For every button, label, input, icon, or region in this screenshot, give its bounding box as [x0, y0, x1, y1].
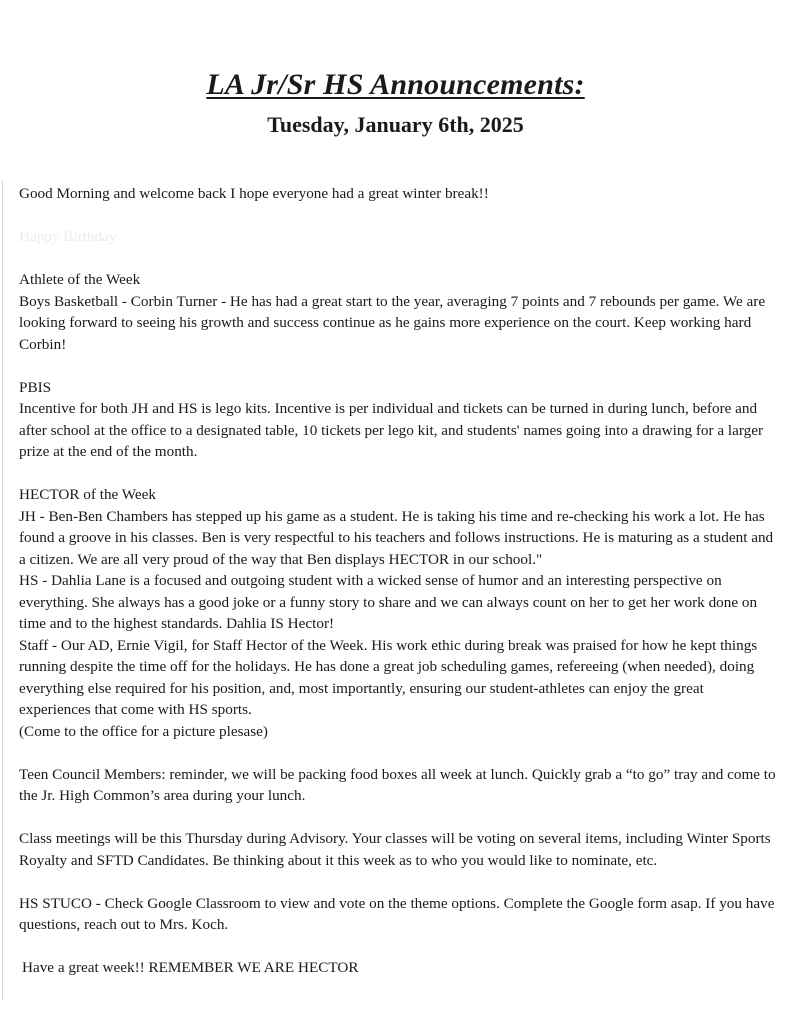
hector-staff-text: Staff - Our AD, Ernie Vigil, for Staff Hector of the Week. His work ethic during break was praised for how he kept things running despite the time off for the holidays. He has done a great job scheduling games, refereeing (when needed), doing everything else required for his position, and, most importantly, ensuring our student-athletes can enjoy the great experiences that come with HS sports.	[19, 636, 758, 718]
athlete-heading: Athlete of the Week	[19, 271, 141, 288]
scan-edge-line	[2, 180, 3, 1000]
birthday-heading: Happy Birthday	[19, 228, 117, 245]
greeting-text: Good Morning and welcome back I hope everyone had a great winter break!!	[19, 185, 489, 202]
hector-note: (Come to the office for a picture plesase)	[19, 722, 268, 740]
announcement-body	[19, 183, 779, 979]
class-meetings-text: Class meetings will be this Thursday during Advisory. Your classes will be voting on several items, including Winter Sports Royalty and SFTD Candidates. Be thinking about it this week as to who you would like to nominate, etc.	[19, 830, 771, 869]
hector-jh-text: JH - Ben-Ben Chambers has stepped up his game as a student. He is taking his time and re-checking his work a lot. He has found a groove in his classes. Ben is very respectful to his teachers and follows instructions. He is maturing as a student and a citizen. We are all very proud of the way that Ben displays HECTOR in our school."	[19, 507, 774, 568]
pbis-text: Incentive for both JH and HS is lego kits. Incentive is per individual and tickets can be turned in during lunch, before and after school at the office to a designated table, 10 tickets per lego kit, and students' names going into a drawing for a larger prize at the end of the month.	[19, 400, 764, 460]
closing-text: Have a great week!! REMEMBER WE ARE HECTOR	[22, 959, 359, 976]
hector-heading: HECTOR of the Week	[19, 486, 156, 503]
stuco-text: HS STUCO - Check Google Classroom to view and vote on the theme options. Complete the Google form asap. If you have questions, reach out to Mrs. Koch.	[19, 894, 775, 933]
teen-council-text: Teen Council Members: reminder, we will be packing food boxes all week at lunch. Quickly grab a “to go” tray and come to the Jr. High Common’s area during your lunch.	[19, 765, 776, 804]
page-date: Tuesday, January 6th, 2025	[267, 112, 524, 137]
hector-hs-text: HS - Dahlia Lane is a focused and outgoing student with a wicked sense of humor and an interesting perspective on everything. She always has a good joke or a funny story to share and we can always count on her to get her work done on time and to the highest standards. Dahlia IS Hector!	[19, 572, 758, 632]
athlete-text: Boys Basketball - Corbin Turner - He has had a great start to the year, averaging 7 points and 7 rebounds per game. We are looking forward to seeing his growth and success continue as he gains more experience on the court. Keep working hard Corbin!	[19, 292, 766, 353]
pbis-heading: PBIS	[19, 378, 52, 396]
page-title: LA Jr/Sr HS Announcements:	[206, 68, 585, 101]
